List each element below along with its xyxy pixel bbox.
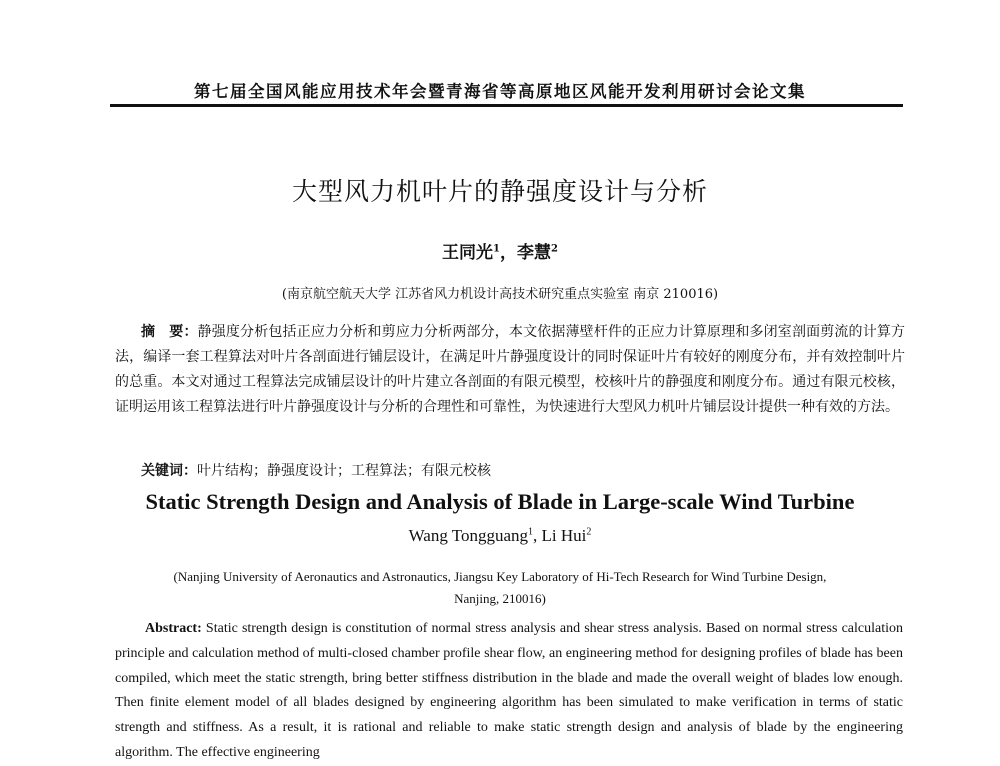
keywords-cn (141, 460, 901, 480)
header-rule (110, 104, 903, 107)
abstract-en (115, 617, 903, 766)
paper-title-cn: 大型风力机叶片的静强度设计与分析 (291, 177, 708, 206)
abstract-text-en: Static strength design is constitution of normal stress analysis and shear stress analysis. Based on normal stress calculation principle and calculation method of multi-closed chamber profile shear flow, an engineering method for designing profiles of blade has been compiled, which meet the static strength, bring better stiffness distribution in the blade and made the overall weight of blades low enough. Then finite element model of all blades designed by engineering algorithm has been simulated to make verification in terms of static strength and stiffness. As a result, it is rational and reliable to make static strength design and analysis of blade by the engineering algorithm. The effective engineering (115, 621, 903, 760)
keywords-label-cn: 关键词： (141, 463, 197, 479)
affiliation-line: Nanjing, 210016) (454, 591, 546, 606)
affiliation-line: (Nanjing University of Aeronautics and Astronautics, Jiangsu Key Laboratory of Hi-Tech Research for Wind Turbine Design, (173, 569, 827, 584)
authors-cn (0, 238, 1000, 263)
abstract-label-cn: 摘 要： (141, 324, 198, 340)
affiliation-en (0, 566, 1000, 610)
author-separator: ， (500, 243, 517, 263)
running-head: 第七届全国风能应用技术年会暨青海省等高原地区风能开发利用研讨会论文集 (194, 82, 806, 101)
author-name: 王同光 (442, 243, 494, 263)
author-name: Li Hui (541, 526, 587, 545)
author-name: 李慧 (517, 243, 551, 263)
author-affiliation-mark: 2 (586, 526, 592, 538)
author-affiliation-mark: 1 (493, 243, 500, 255)
abstract-label-en: Abstract: (145, 621, 202, 636)
author-name: Wang Tongguang (408, 526, 529, 545)
keywords-text-cn: 叶片结构；静强度设计；工程算法；有限元校核 (197, 463, 491, 479)
author-separator: , (533, 526, 542, 545)
author-affiliation-mark: 2 (551, 243, 558, 255)
abstract-text-cn: 静强度分析包括正应力分析和剪应力分析两部分，本文依据薄壁杆件的正应力计算原理和多闭室剖面剪流的计算方法，编译一套工程算法对叶片各剖面进行铺层设计，在满足叶片静强度设计的同时保证叶片有较好的刚度分布，并有效控制叶片的总重。本文对通过工程算法完成铺层设计的叶片建立各剖面的有限元模型，校核叶片的静强度和刚度分布。通过有限元校核，证明运用该工程算法进行叶片静强度设计与分析的合理性和可靠性，为快速进行大型风力机叶片铺层设计提供一种有效的方法。 (115, 324, 906, 415)
paper-title-en: Static Strength Design and Analysis of Blade in Large-scale Wind Turbine (145, 489, 855, 514)
authors-en (0, 526, 1000, 546)
abstract-cn (115, 320, 905, 420)
affiliation-cn: (南京航空航天大学 江苏省风力机设计高技术研究重点实验室 南京 210016) (281, 287, 719, 302)
author-affiliation-mark: 1 (528, 526, 534, 538)
